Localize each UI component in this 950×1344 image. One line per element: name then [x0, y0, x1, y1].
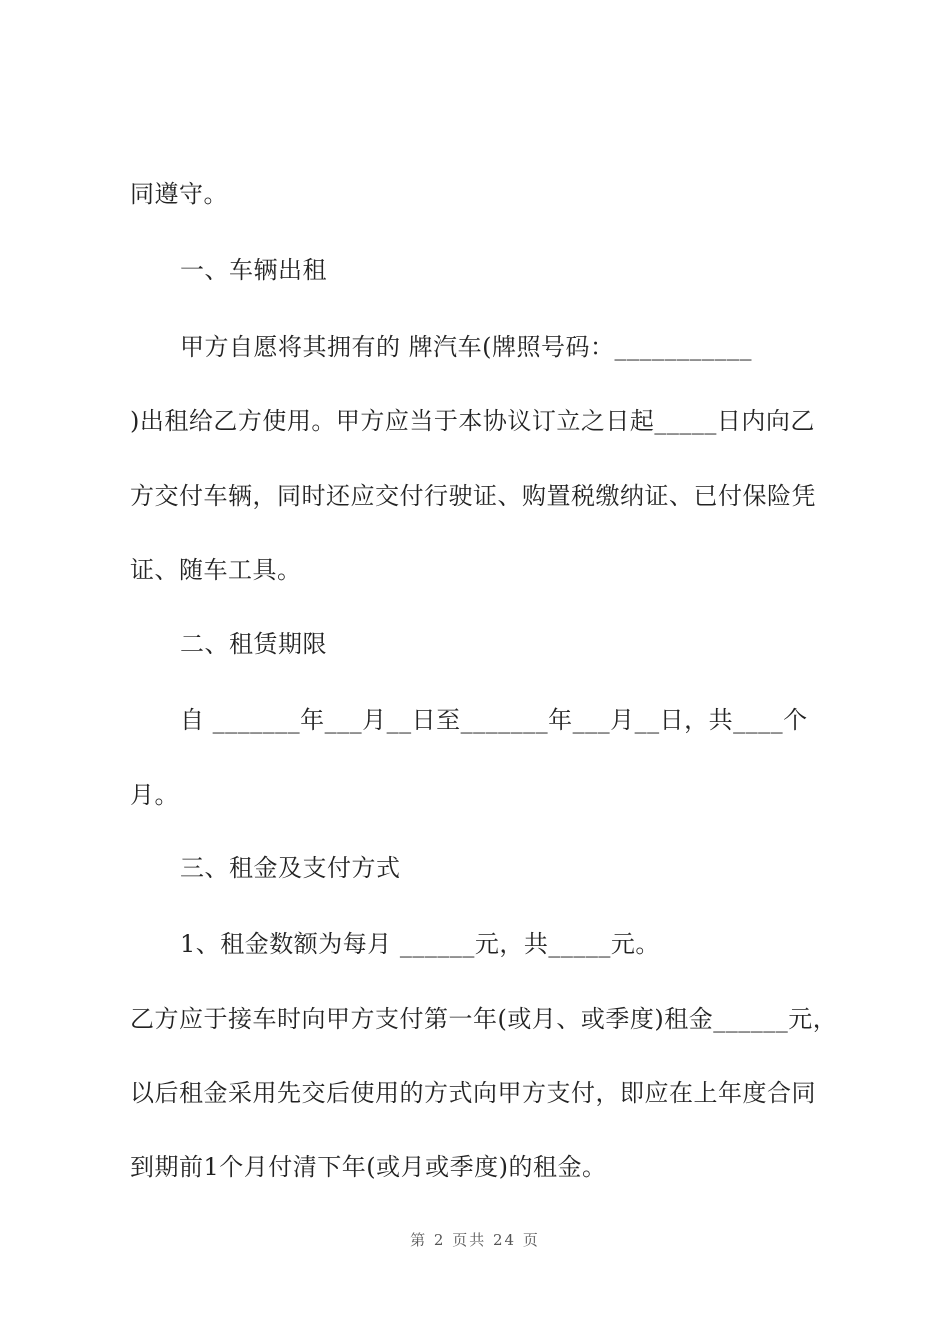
paragraph-line: 1、租金数额为每月 ______元，共_____元。 [180, 930, 660, 958]
paragraph-line: 同遵守。 [130, 180, 228, 208]
section-heading-lease-term: 二、租赁期限 [180, 630, 327, 658]
section-heading-vehicle-rental: 一、车辆出租 [180, 256, 327, 284]
paragraph-line: 自 _______年___月__日至_______年___月__日，共____个 [180, 706, 808, 734]
paragraph-line: 方交付车辆，同时还应交付行驶证、购置税缴纳证、已付保险凭 [130, 482, 816, 510]
paragraph-line: 月。 [130, 781, 179, 809]
paragraph-line: )出租给乙方使用。甲方应当于本协议订立之日起_____日内向乙 [130, 407, 815, 435]
paragraph-line: 证、随车工具。 [130, 556, 302, 584]
section-heading-rent-payment: 三、租金及支付方式 [180, 854, 401, 882]
paragraph-line: 到期前1个月付清下年(或月或季度)的租金。 [130, 1153, 607, 1181]
paragraph-line: 乙方应于接车时向甲方支付第一年(或月、或季度)租金______元， [130, 1005, 838, 1033]
paragraph-line: 以后租金采用先交后使用的方式向甲方支付，即应在上年度合同 [130, 1079, 816, 1107]
page-number-footer: 第 2 页共 24 页 [410, 1231, 540, 1249]
paragraph-line: 甲方自愿将其拥有的 牌汽车(牌照号码：___________ [180, 333, 752, 361]
